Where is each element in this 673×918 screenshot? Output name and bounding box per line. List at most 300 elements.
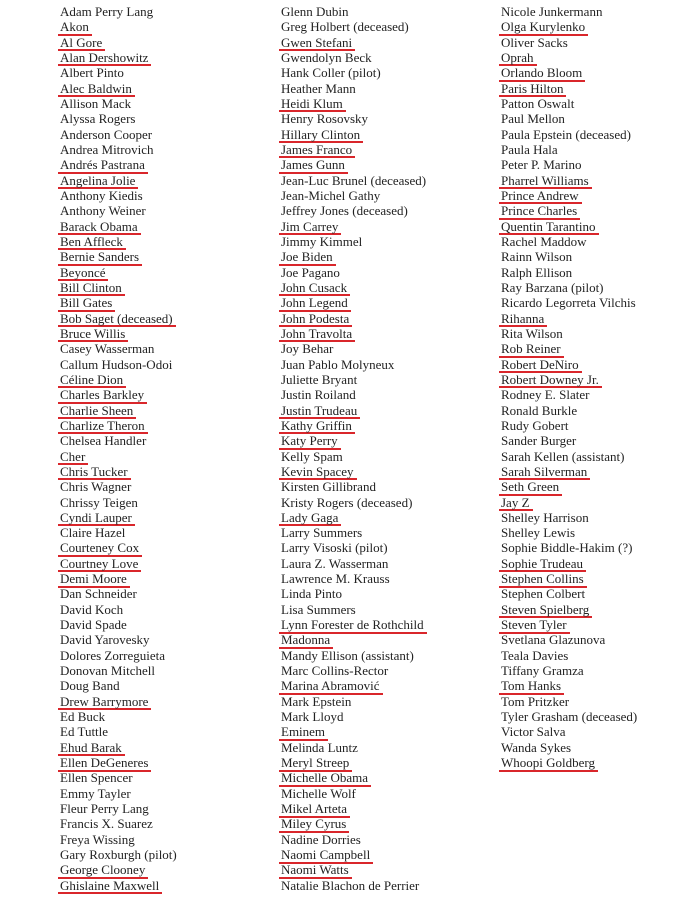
name-row	[501, 35, 640, 50]
name-row	[60, 495, 180, 510]
underlined-name-row	[60, 449, 180, 464]
name-column-1	[60, 4, 180, 893]
name-text: Sander Burger	[501, 433, 577, 449]
name-text: Hank Coller (pilot)	[281, 65, 381, 81]
name-row	[501, 295, 640, 310]
name-text: Natalie Blachon de Perrier	[281, 877, 420, 893]
name-text: Rihanna	[499, 313, 547, 328]
underlined-name-row	[281, 35, 429, 50]
underlined-name-row	[60, 219, 180, 234]
name-text: Robert Downey Jr.	[499, 374, 602, 389]
name-row	[60, 709, 180, 724]
name-text: Rita Wilson	[501, 325, 563, 341]
name-row	[60, 357, 180, 372]
name-row	[281, 648, 429, 663]
name-row	[501, 648, 640, 663]
name-text: Oliver Sacks	[501, 34, 568, 50]
name-text: Heather Mann	[281, 80, 356, 96]
name-row	[60, 602, 180, 617]
underlined-name-row	[281, 280, 429, 295]
name-row	[60, 786, 180, 801]
name-text: Jim Carrey	[279, 221, 341, 236]
name-text: Madonna	[279, 634, 333, 649]
name-text: Lisa Summers	[281, 601, 356, 617]
name-row	[60, 617, 180, 632]
name-text: Rainn Wilson	[501, 249, 573, 265]
name-row	[501, 142, 640, 157]
name-text: Juliette Bryant	[281, 371, 358, 387]
name-row	[281, 188, 429, 203]
name-text: Bernie Sanders	[58, 251, 142, 266]
name-row	[281, 556, 429, 571]
name-row	[281, 19, 429, 34]
name-row	[60, 586, 180, 601]
name-text: Angelina Jolie	[58, 175, 138, 190]
name-text: Jean-Luc Brunel (deceased)	[281, 172, 427, 188]
name-text: Doug Band	[60, 678, 120, 694]
name-row	[281, 341, 429, 356]
underlined-name-row	[281, 770, 429, 785]
name-row	[501, 525, 640, 540]
name-text: Patton Oswalt	[501, 95, 575, 111]
name-row	[281, 602, 429, 617]
name-row	[60, 203, 180, 218]
name-text: Charlie Sheen	[58, 405, 136, 420]
name-text: Olga Kurylenko	[499, 21, 588, 36]
name-text: Laura Z. Wasserman	[281, 555, 389, 571]
name-row	[60, 479, 180, 494]
name-row	[501, 449, 640, 464]
name-text: John Legend	[279, 297, 351, 312]
name-row	[501, 663, 640, 678]
underlined-name-row	[60, 755, 180, 770]
underlined-name-row	[60, 571, 180, 586]
name-text: Oprah	[499, 52, 537, 67]
name-row	[281, 265, 429, 280]
name-text: Larry Summers	[281, 525, 363, 541]
underlined-name-row	[60, 173, 180, 188]
name-text: Lady Gaga	[279, 512, 341, 527]
name-text: Joe Pagano	[281, 264, 340, 280]
name-text: Victor Salva	[501, 724, 566, 740]
underlined-name-row	[501, 479, 640, 494]
underlined-name-row	[60, 50, 180, 65]
name-row	[60, 96, 180, 111]
name-text: Albert Pinto	[60, 65, 124, 81]
name-text: Beyoncé	[58, 267, 108, 282]
name-text: Akon	[58, 21, 92, 36]
name-text: Fleur Perry Lang	[60, 801, 149, 817]
underlined-name-row	[501, 173, 640, 188]
underlined-name-row	[60, 418, 180, 433]
name-row	[501, 694, 640, 709]
underlined-name-row	[501, 372, 640, 387]
name-text: Gary Roxburgh (pilot)	[60, 847, 177, 863]
name-text: Henry Rosovsky	[281, 111, 369, 127]
underlined-name-row	[60, 234, 180, 249]
underlined-name-row	[60, 464, 180, 479]
name-text: Donovan Mitchell	[60, 663, 155, 679]
name-text: Paul Mellon	[501, 111, 565, 127]
name-row	[60, 127, 180, 142]
underlined-name-row	[60, 878, 180, 893]
underlined-name-row	[60, 311, 180, 326]
name-row	[501, 265, 640, 280]
name-text: Tom Hanks	[499, 680, 564, 695]
name-row	[501, 127, 640, 142]
name-text: Ed Tuttle	[60, 724, 109, 740]
name-text: Bob Saget (deceased)	[58, 313, 176, 328]
underlined-name-row	[281, 617, 429, 632]
name-text: Rodney E. Slater	[501, 387, 590, 403]
name-row	[60, 4, 180, 19]
name-row	[281, 81, 429, 96]
name-column-2	[281, 4, 429, 893]
name-text: Céline Dion	[58, 374, 126, 389]
name-row	[281, 65, 429, 80]
underlined-name-row	[501, 602, 640, 617]
name-text: Peter P. Marino	[501, 157, 582, 173]
name-text: Ed Buck	[60, 709, 106, 725]
underlined-name-row	[501, 311, 640, 326]
name-text: Teala Davies	[501, 647, 569, 663]
name-text: Al Gore	[58, 37, 105, 52]
underlined-name-row	[281, 632, 429, 647]
name-text: Adam Perry Lang	[60, 4, 154, 19]
name-text: David Yarovesky	[60, 632, 150, 648]
name-text: Andrés Pastrana	[58, 159, 148, 174]
name-text: Chrissy Teigen	[60, 494, 138, 510]
name-text: Alan Dershowitz	[58, 52, 151, 67]
underlined-name-row	[501, 571, 640, 586]
name-text: Claire Hazel	[60, 525, 126, 541]
underlined-name-row	[60, 295, 180, 310]
underlined-name-row	[60, 540, 180, 555]
underlined-name-row	[281, 403, 429, 418]
name-text: Whoopi Goldberg	[499, 757, 598, 772]
name-text: Meryl Streep	[279, 757, 352, 772]
name-row	[501, 540, 640, 555]
name-row	[60, 847, 180, 862]
name-text: Tom Pritzker	[501, 693, 570, 709]
name-text: Jean-Michel Gathy	[281, 187, 381, 203]
name-text: Mikel Arteta	[279, 803, 350, 818]
name-text: Justin Roiland	[281, 387, 356, 403]
name-text: Marina Abramović	[279, 680, 383, 695]
underlined-name-row	[281, 816, 429, 831]
name-text: Katy Perry	[279, 435, 341, 450]
name-row	[281, 694, 429, 709]
name-text: Dolores Zorreguieta	[60, 647, 166, 663]
name-text: Courteney Cox	[58, 542, 142, 557]
underlined-name-row	[281, 433, 429, 448]
name-text: Cyndi Lauper	[58, 512, 135, 527]
name-text: Nadine Dorries	[281, 831, 361, 847]
name-text: Charles Barkley	[58, 389, 147, 404]
name-text: Orlando Bloom	[499, 67, 585, 82]
name-text: Sarah Silverman	[499, 466, 590, 481]
name-text: Nicole Junkermann	[501, 4, 603, 19]
name-text: Tyler Grasham (deceased)	[501, 709, 638, 725]
name-row	[60, 525, 180, 540]
name-text: Mandy Ellison (assistant)	[281, 647, 414, 663]
name-row	[281, 540, 429, 555]
name-text: Glenn Dubin	[281, 4, 349, 19]
underlined-name-row	[60, 35, 180, 50]
name-text: Wanda Sykes	[501, 739, 572, 755]
name-text: Barack Obama	[58, 221, 141, 236]
name-text: Chelsea Handler	[60, 433, 147, 449]
underlined-name-row	[60, 157, 180, 172]
name-row	[501, 4, 640, 19]
name-text: Mark Epstein	[281, 693, 352, 709]
name-text: Miley Cyrus	[279, 818, 349, 833]
name-row	[501, 249, 640, 264]
name-text: Michelle Obama	[279, 772, 371, 787]
name-text: Demi Moore	[58, 573, 130, 588]
underlined-name-row	[281, 862, 429, 877]
name-row	[281, 357, 429, 372]
name-row	[501, 280, 640, 295]
name-row	[281, 50, 429, 65]
underlined-name-row	[281, 326, 429, 341]
name-text: Kirsten Gillibrand	[281, 479, 376, 495]
name-text: Sarah Kellen (assistant)	[501, 448, 625, 464]
name-text: Jeffrey Jones (deceased)	[281, 203, 408, 219]
underlined-name-row	[281, 311, 429, 326]
name-text: Francis X. Suarez	[60, 816, 153, 832]
name-text: Gwendolyn Beck	[281, 49, 372, 65]
name-row	[281, 663, 429, 678]
name-row	[60, 341, 180, 356]
name-text: Kelly Spam	[281, 448, 343, 464]
underlined-name-row	[501, 65, 640, 80]
name-row	[501, 724, 640, 739]
name-text: Courtney Love	[58, 558, 141, 573]
name-text: Ralph Ellison	[501, 264, 573, 280]
name-text: James Gunn	[279, 159, 348, 174]
name-row	[60, 724, 180, 739]
name-text: Casey Wasserman	[60, 341, 155, 357]
name-row	[281, 832, 429, 847]
name-text: Paula Epstein (deceased)	[501, 126, 631, 142]
name-row	[60, 65, 180, 80]
underlined-name-row	[281, 510, 429, 525]
name-text: Svetlana Glazunova	[501, 632, 606, 648]
underlined-name-row	[281, 142, 429, 157]
name-text: Dan Schneider	[60, 586, 137, 602]
name-text: Anthony Weiner	[60, 203, 146, 219]
name-text: Kristy Rogers (deceased)	[281, 494, 413, 510]
underlined-name-row	[501, 556, 640, 571]
underlined-name-row	[281, 96, 429, 111]
underlined-name-row	[501, 81, 640, 96]
name-text: Ray Barzana (pilot)	[501, 279, 604, 295]
name-row	[281, 786, 429, 801]
name-text: Rob Reiner	[499, 343, 564, 358]
name-text: Joy Behar	[281, 341, 334, 357]
name-row	[501, 111, 640, 126]
name-text: Melinda Luntz	[281, 739, 358, 755]
underlined-name-row	[60, 694, 180, 709]
name-text: Linda Pinto	[281, 586, 343, 602]
name-row	[281, 586, 429, 601]
underlined-name-row	[281, 801, 429, 816]
name-text: Sophie Trudeau	[499, 558, 586, 573]
name-text: Paris Hilton	[499, 83, 566, 98]
underlined-name-row	[60, 265, 180, 280]
underlined-name-row	[281, 295, 429, 310]
name-text: George Clooney	[58, 864, 148, 879]
name-text: Sophie Biddle-Hakim (?)	[501, 540, 633, 556]
name-row	[281, 372, 429, 387]
name-row	[281, 571, 429, 586]
name-row	[60, 663, 180, 678]
name-text: Michelle Wolf	[281, 785, 356, 801]
name-row	[281, 387, 429, 402]
name-text: Jay Z	[499, 497, 533, 512]
name-text: Ben Affleck	[58, 236, 126, 251]
underlined-name-row	[60, 556, 180, 571]
name-text: Rachel Maddow	[501, 233, 587, 249]
underlined-name-row	[281, 127, 429, 142]
underlined-name-row	[60, 81, 180, 96]
name-row	[281, 709, 429, 724]
name-text: Bill Gates	[58, 297, 115, 312]
name-row	[501, 403, 640, 418]
name-text: John Cusack	[279, 282, 350, 297]
name-text: James Franco	[279, 144, 355, 159]
name-text: Justin Trudeau	[279, 405, 360, 420]
underlined-name-row	[281, 724, 429, 739]
name-text: Allison Mack	[60, 95, 132, 111]
name-row	[501, 709, 640, 724]
name-text: Charlize Theron	[58, 420, 148, 435]
underlined-name-row	[60, 387, 180, 402]
name-text: Pharrel Williams	[499, 175, 592, 190]
underlined-name-row	[501, 219, 640, 234]
underlined-name-row	[60, 280, 180, 295]
name-text: Callum Hudson-Odoi	[60, 356, 173, 372]
name-row	[281, 4, 429, 19]
name-text: Heidi Klum	[279, 98, 346, 113]
name-row	[501, 387, 640, 402]
name-text: Naomi Watts	[279, 864, 352, 879]
name-row	[501, 157, 640, 172]
name-row	[60, 142, 180, 157]
name-text: Ellen Spencer	[60, 770, 133, 786]
name-row	[501, 96, 640, 111]
name-text: Eminem	[279, 726, 328, 741]
name-text: Drew Barrymore	[58, 696, 151, 711]
name-row	[60, 433, 180, 448]
name-row	[501, 632, 640, 647]
name-row	[281, 479, 429, 494]
underlined-name-row	[281, 219, 429, 234]
underlined-name-row	[501, 203, 640, 218]
name-text: Lawrence M. Krauss	[281, 571, 390, 587]
name-text: Ellen DeGeneres	[58, 757, 151, 772]
name-text: Bill Clinton	[58, 282, 125, 297]
name-row	[60, 648, 180, 663]
name-text: Paula Hala	[501, 141, 558, 157]
name-row	[281, 111, 429, 126]
underlined-name-row	[281, 678, 429, 693]
name-text: Gwen Stefani	[279, 37, 355, 52]
underlined-name-row	[501, 617, 640, 632]
underlined-name-row	[501, 678, 640, 693]
name-row	[501, 418, 640, 433]
underlined-name-row	[60, 510, 180, 525]
name-row	[281, 495, 429, 510]
underlined-name-row	[501, 755, 640, 770]
name-text: Joe Biden	[279, 251, 336, 266]
name-column-3	[501, 4, 640, 770]
name-text: David Koch	[60, 601, 124, 617]
name-text: Naomi Campbell	[279, 849, 373, 864]
underlined-name-row	[281, 755, 429, 770]
name-row	[60, 816, 180, 831]
name-text: John Podesta	[279, 313, 352, 328]
underlined-name-row	[60, 862, 180, 877]
name-text: Prince Charles	[499, 205, 580, 220]
name-row	[501, 326, 640, 341]
name-text: Andrea Mitrovich	[60, 141, 154, 157]
name-text: Ronald Burkle	[501, 402, 578, 418]
name-row	[60, 832, 180, 847]
name-text: Prince Andrew	[499, 190, 582, 205]
name-row	[501, 740, 640, 755]
name-text: Seth Green	[499, 481, 562, 496]
underlined-name-row	[501, 341, 640, 356]
underlined-name-row	[501, 464, 640, 479]
name-text: Mark Lloyd	[281, 709, 344, 725]
underlined-name-row	[501, 495, 640, 510]
name-row	[60, 770, 180, 785]
name-text: Stephen Collins	[499, 573, 587, 588]
name-text: Rudy Gobert	[501, 417, 569, 433]
name-row	[60, 632, 180, 647]
name-row	[281, 449, 429, 464]
underlined-name-row	[281, 157, 429, 172]
name-row	[60, 188, 180, 203]
name-text: Shelley Harrison	[501, 509, 589, 525]
name-text: Hillary Clinton	[279, 129, 363, 144]
name-text: Larry Visoski (pilot)	[281, 540, 388, 556]
underlined-name-row	[501, 19, 640, 34]
underlined-name-row	[281, 418, 429, 433]
underlined-name-row	[501, 357, 640, 372]
name-text: Lynn Forester de Rothchild	[279, 619, 427, 634]
name-row	[501, 510, 640, 525]
underlined-name-row	[60, 740, 180, 755]
underlined-name-row	[60, 372, 180, 387]
name-text: Ehud Barak	[58, 742, 125, 757]
name-text: Greg Holbert (deceased)	[281, 19, 409, 35]
name-text: Anderson Cooper	[60, 126, 153, 142]
name-text: Kathy Griffin	[279, 420, 355, 435]
underlined-name-row	[60, 403, 180, 418]
name-row	[501, 234, 640, 249]
name-text: Ricardo Legorreta Vilchis	[501, 295, 636, 311]
name-text: Steven Spielberg	[499, 604, 592, 619]
name-row	[60, 678, 180, 693]
name-text: Freya Wissing	[60, 831, 135, 847]
name-row	[281, 740, 429, 755]
underlined-name-row	[281, 464, 429, 479]
name-text: Alec Baldwin	[58, 83, 135, 98]
name-text: Stephen Colbert	[501, 586, 586, 602]
